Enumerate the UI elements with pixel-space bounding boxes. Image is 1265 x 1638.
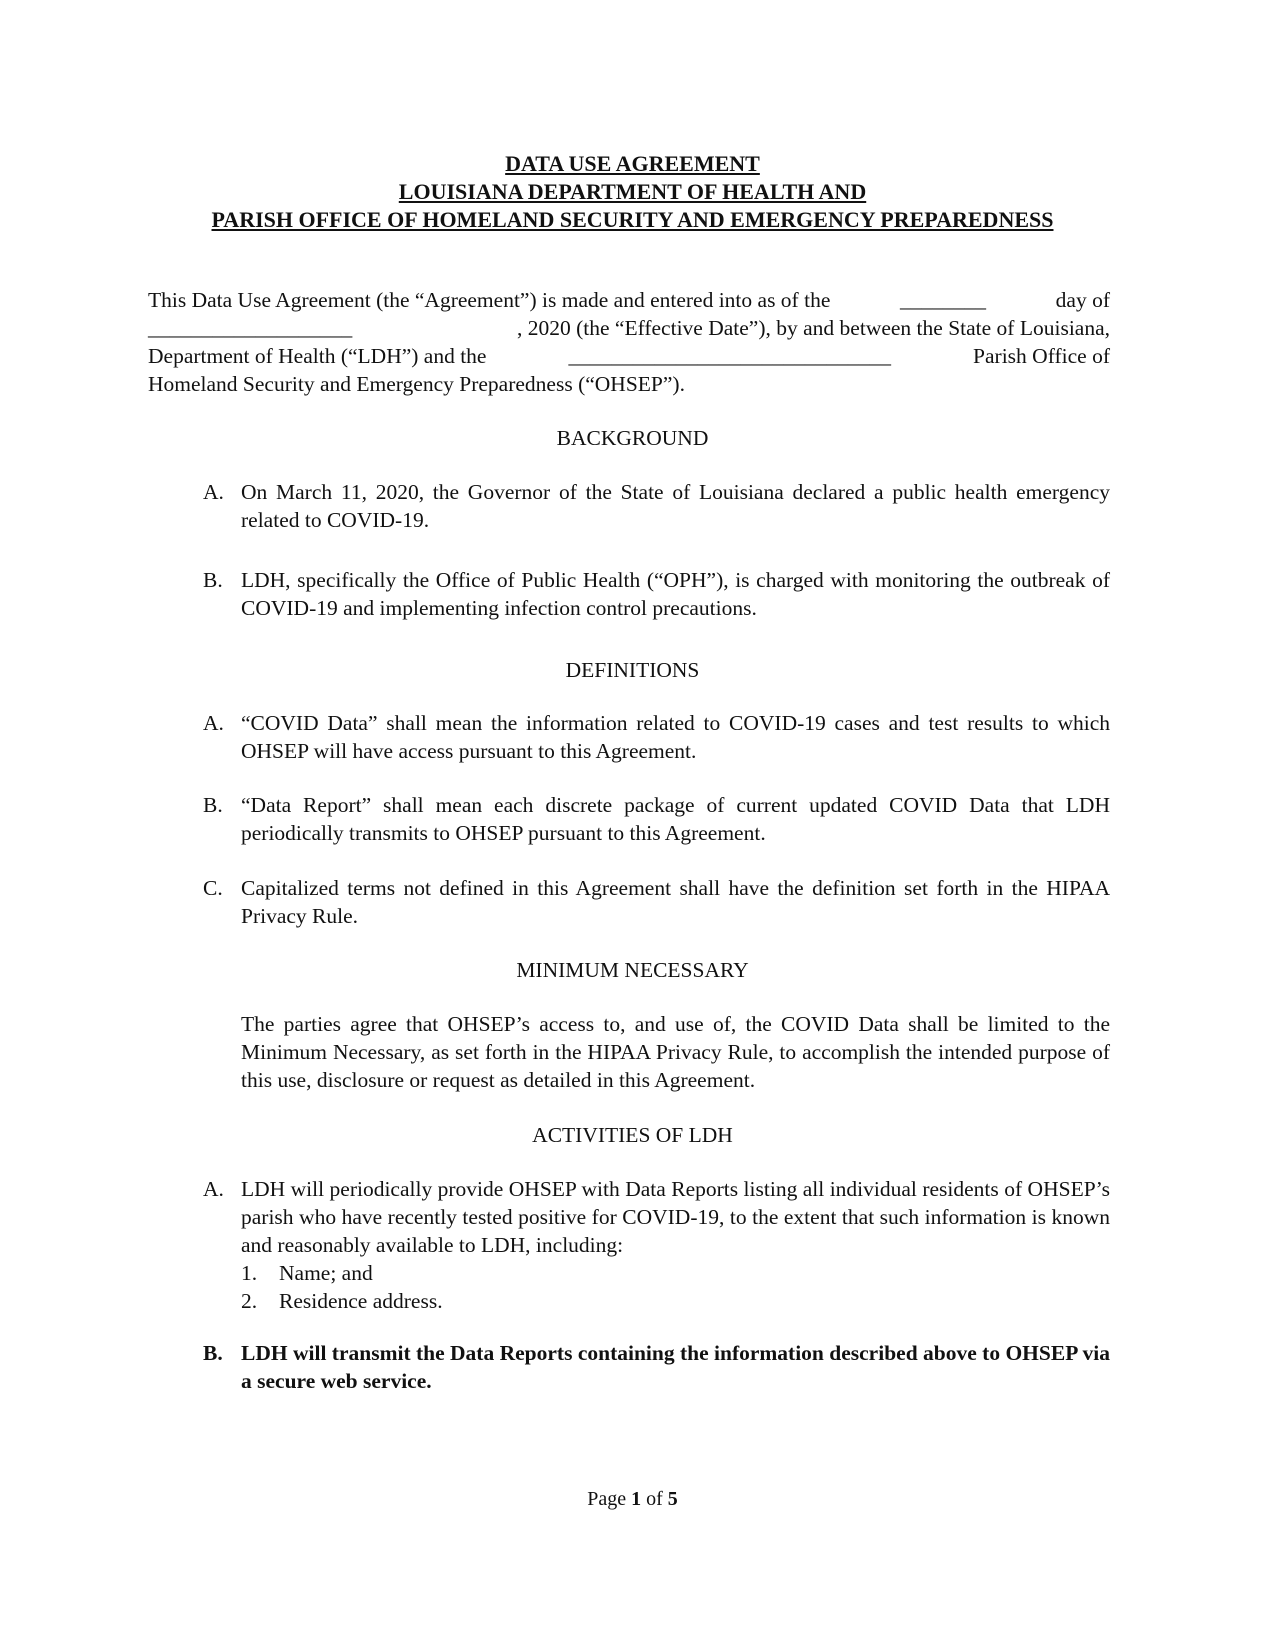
sublist — [241, 1259, 1110, 1315]
page-current: 1 — [631, 1488, 642, 1510]
sublist-text: Residence address. — [279, 1289, 443, 1313]
list-marker: A. — [203, 480, 224, 504]
day-blank: ________ — [900, 288, 987, 312]
definitions-heading: DEFINITIONS — [565, 658, 700, 682]
page-footer — [0, 1486, 1265, 1512]
definitions-item-b — [203, 791, 1110, 847]
list-marker: C. — [203, 876, 223, 900]
list-marker: A. — [203, 1177, 224, 1201]
page-total: 5 — [667, 1488, 678, 1510]
title-line-3: PARISH OFFICE OF HOMELAND SECURITY AND EMERGENCY PREPAREDNESS — [211, 207, 1054, 232]
definitions-item-a — [203, 709, 1110, 765]
sublist-item — [241, 1287, 1110, 1315]
activities-item-a — [203, 1175, 1110, 1315]
activities-item-b — [203, 1339, 1110, 1395]
intro-text: This Data Use Agreement (the “Agreement”) is made and entered into as of the — [148, 288, 831, 312]
sublist-number: 2. — [241, 1289, 258, 1313]
background-heading: BACKGROUND — [556, 426, 709, 450]
intro-text: Department of Health (“LDH”) and the — [148, 344, 487, 368]
page-of: of — [646, 1488, 663, 1510]
list-item-text: LDH will periodically provide OHSEP with Data Reports listing all individual residents of OHSEP’s parish who have recently tested positive for COVID-19, to the extent that such information is known and reasonably available to LDH, including: — [241, 1177, 1110, 1257]
list-item-text: LDH, specifically the Office of Public Health (“OPH”), is charged with monitoring the outbreak of COVID-19 and implementing infection control precautions. — [241, 568, 1110, 620]
list-marker: B. — [203, 568, 223, 592]
sublist-item — [241, 1259, 1110, 1287]
document-title — [0, 150, 1265, 234]
month-blank: ___________________ — [148, 316, 353, 340]
intro-line-1 — [148, 286, 1110, 314]
sublist-text: Name; and — [279, 1261, 373, 1285]
intro-paragraph — [148, 286, 1110, 398]
intro-text: , 2020 (the “Effective Date”), by and between the State of Louisiana, — [516, 316, 1110, 340]
list-item-text: “Data Report” shall mean each discrete package of current updated COVID Data that LDH periodically transmits to OHSEP pursuant to this Agreement. — [241, 793, 1110, 845]
parish-blank: ______________________________ — [568, 344, 892, 368]
list-item-text: “COVID Data” shall mean the information related to COVID-19 cases and test results to which OHSEP will have access pursuant to this Agreement. — [241, 711, 1110, 763]
title-line-1: DATA USE AGREEMENT — [505, 151, 760, 176]
list-marker: B. — [203, 1341, 223, 1365]
background-item-b — [203, 566, 1110, 622]
list-item-text: Capitalized terms not defined in this Agreement shall have the definition set forth in the HIPAA Privacy Rule. — [241, 876, 1110, 928]
minimum-necessary-heading: MINIMUM NECESSARY — [516, 958, 749, 982]
definitions-item-c — [203, 874, 1110, 930]
activities-heading: ACTIVITIES OF LDH — [532, 1123, 733, 1147]
intro-text: day of — [1055, 288, 1110, 312]
background-item-a — [203, 478, 1110, 534]
list-marker: A. — [203, 711, 224, 735]
list-item-text: LDH will transmit the Data Reports containing the information described above to OHSEP via a secure web service. — [241, 1341, 1110, 1393]
intro-line-2 — [148, 314, 1110, 342]
intro-line-3 — [148, 342, 1110, 370]
intro-line-4: Homeland Security and Emergency Preparedness (“OHSEP”). — [148, 372, 685, 396]
page-label: Page — [587, 1488, 627, 1510]
title-line-2: LOUISIANA DEPARTMENT OF HEALTH AND — [398, 179, 867, 204]
minimum-necessary-paragraph: The parties agree that OHSEP’s access to, and use of, the COVID Data shall be limited to the Minimum Necessary, as set forth in the HIPAA Privacy Rule, to accomplish the intended purpose of this use, disclosure or request as detailed in this Agreement. — [241, 1012, 1110, 1092]
sublist-number: 1. — [241, 1261, 258, 1285]
list-item-text: On March 11, 2020, the Governor of the State of Louisiana declared a public health emergency related to COVID-19. — [241, 480, 1110, 532]
intro-text: Parish Office of — [973, 344, 1110, 368]
list-marker: B. — [203, 793, 223, 817]
